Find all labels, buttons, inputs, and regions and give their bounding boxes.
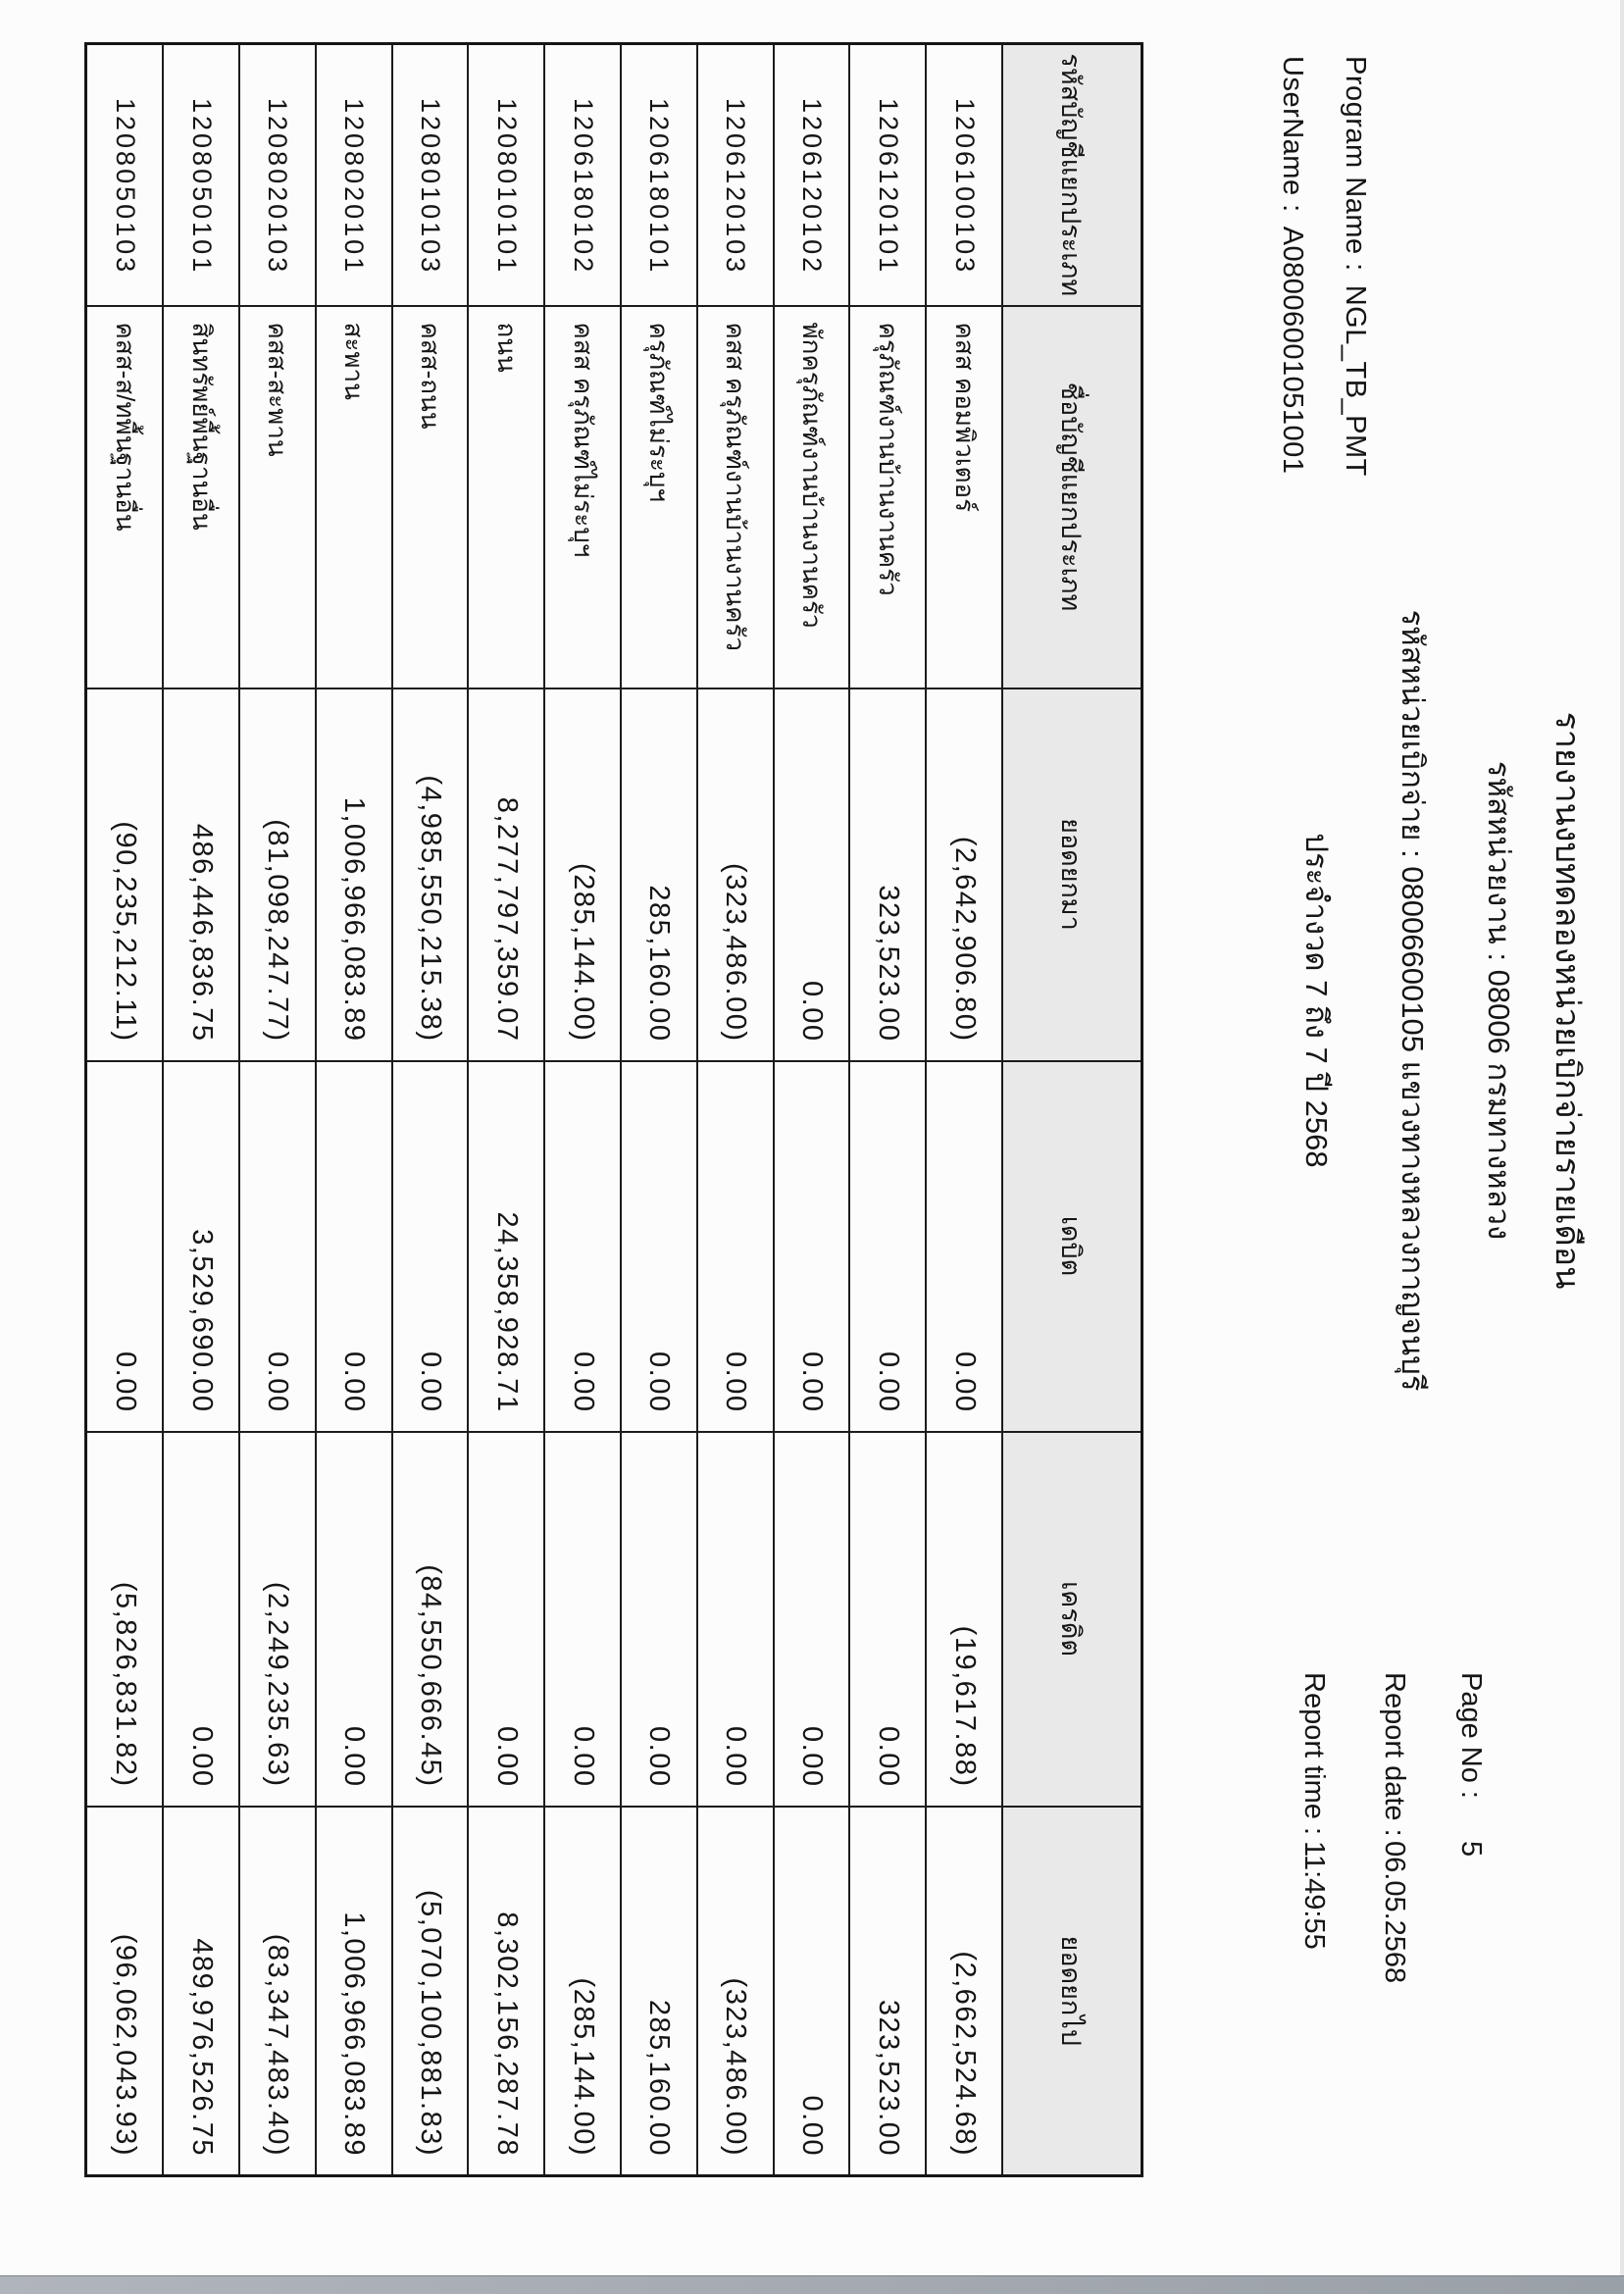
cell-name: ครุภัณฑ์งานบ้านงานครัว bbox=[849, 306, 926, 688]
report-time-label: Report time : bbox=[1298, 1672, 1330, 1835]
cell-debit: 0.00 bbox=[849, 1061, 926, 1432]
cell-closing: 1,006,966,083.89 bbox=[316, 1807, 392, 2176]
table-row bbox=[316, 44, 392, 2176]
cell-opening: (4,985,550,215.38) bbox=[392, 688, 469, 1061]
cell-closing: (323,486.00) bbox=[697, 1807, 774, 2176]
page-no-label: Page No : bbox=[1455, 1672, 1487, 1799]
cell-credit: 0.00 bbox=[316, 1432, 392, 1807]
table-body bbox=[86, 44, 1002, 2176]
col-header-closing-balance: ยอดยกไป bbox=[1002, 1807, 1142, 2176]
cell-opening: 1,006,966,083.89 bbox=[316, 688, 392, 1061]
table-row bbox=[849, 44, 926, 2176]
report-time-value: 11:49:55 bbox=[1298, 1841, 1330, 1950]
cell-opening: (285,144.00) bbox=[544, 688, 621, 1061]
cell-code: 1206120101 bbox=[849, 44, 926, 306]
cell-debit: 0.00 bbox=[86, 1061, 163, 1432]
table-header bbox=[1002, 44, 1142, 2176]
cell-debit: 3,529,690.00 bbox=[163, 1061, 239, 1432]
cell-name: สะพาน bbox=[316, 306, 392, 688]
cell-opening: (2,642,906.80) bbox=[926, 688, 1002, 1061]
cell-name: คสส-ส/ทพื้นฐานอื่น bbox=[86, 306, 163, 688]
cell-debit: 0.00 bbox=[392, 1061, 469, 1432]
cell-code: 1208020103 bbox=[239, 44, 316, 306]
cell-code: 1206180101 bbox=[621, 44, 697, 306]
cell-code: 1208050101 bbox=[163, 44, 239, 306]
table-row bbox=[86, 44, 163, 2176]
cell-code: 1206120103 bbox=[697, 44, 774, 306]
page-no-value: 5 bbox=[1455, 1841, 1487, 1858]
col-header-account-code: รหัสบัญชีแยกประเภท bbox=[1002, 44, 1142, 306]
cell-credit: 0.00 bbox=[849, 1432, 926, 1807]
cell-opening: (81,098,247.77) bbox=[239, 688, 316, 1061]
cell-credit: 0.00 bbox=[468, 1432, 544, 1807]
cell-name: พักครุภัณฑ์งานบ้านงานครัว bbox=[774, 306, 850, 688]
cell-credit: 0.00 bbox=[163, 1432, 239, 1807]
user-name-label: UserName : bbox=[1277, 56, 1308, 213]
cell-closing: 323,523.00 bbox=[849, 1807, 926, 2176]
table-row bbox=[697, 44, 774, 2176]
cell-opening: (323,486.00) bbox=[697, 688, 774, 1061]
program-name-label: Program Name : bbox=[1340, 56, 1371, 272]
cell-code: 1206180102 bbox=[544, 44, 621, 306]
cell-closing: 489,976,526.75 bbox=[163, 1807, 239, 2176]
cell-opening: 486,446,836.75 bbox=[163, 688, 239, 1061]
cell-name: คสส ครุภัณฑ์งานบ้านงานครัว bbox=[697, 306, 774, 688]
table-row bbox=[774, 44, 850, 2176]
cell-name: ถนน bbox=[468, 306, 544, 688]
page-no-line bbox=[1453, 1672, 1489, 1857]
table-header-row bbox=[1002, 44, 1142, 2176]
report-title: รายงานงบทดลองหน่วยเบิกจ่ายรายเดือน bbox=[1548, 711, 1586, 1290]
cell-code: 1206100103 bbox=[926, 44, 1002, 306]
cell-name: คสส-สะพาน bbox=[239, 306, 316, 688]
col-header-opening-balance: ยอดยกมา bbox=[1002, 688, 1142, 1061]
report-time-line bbox=[1296, 1672, 1332, 1950]
cell-closing: (2,662,524.68) bbox=[926, 1807, 1002, 2176]
cell-debit: 0.00 bbox=[316, 1061, 392, 1432]
col-header-debit: เดบิต bbox=[1002, 1061, 1142, 1432]
cell-code: 1208020101 bbox=[316, 44, 392, 306]
period-line: ประจำงวด 7 ถึง 7 ปี 2568 bbox=[1299, 833, 1334, 1168]
cell-closing: 0.00 bbox=[774, 1807, 850, 2176]
report-title-block bbox=[1271, 137, 1624, 1863]
program-name-value: NGL_TB_PMT bbox=[1340, 284, 1371, 477]
report-date-line bbox=[1377, 1672, 1412, 1983]
cell-credit: 0.00 bbox=[544, 1432, 621, 1807]
cell-closing: (83,347,483.40) bbox=[239, 1807, 316, 2176]
cell-credit: 0.00 bbox=[621, 1432, 697, 1807]
cell-credit: 0.00 bbox=[697, 1432, 774, 1807]
table-row bbox=[468, 44, 544, 2176]
cell-code: 1208050103 bbox=[86, 44, 163, 306]
user-name-value: A08006001051001 bbox=[1277, 226, 1308, 475]
col-header-account-name: ชื่อบัญชีแยกประเภท bbox=[1002, 306, 1142, 688]
cell-code: 1206120102 bbox=[774, 44, 850, 306]
cell-credit: (84,550,666.45) bbox=[392, 1432, 469, 1807]
cell-credit: (5,826,831.82) bbox=[86, 1432, 163, 1807]
cell-opening: 323,523.00 bbox=[849, 688, 926, 1061]
cell-closing: (285,144.00) bbox=[544, 1807, 621, 2176]
scanner-edge-bar bbox=[0, 2275, 1624, 2294]
cell-code: 1208010103 bbox=[392, 44, 469, 306]
disbursement-unit-line: รหัสหน่วยเบิกจ่าย : 08006600105 แขวงทางหลวงกาญจนบุรี bbox=[1396, 609, 1430, 1392]
table-row bbox=[392, 44, 469, 2176]
report-date-value: 06.05.2568 bbox=[1379, 1841, 1410, 1984]
cell-opening: 0.00 bbox=[774, 688, 850, 1061]
cell-opening: 285,160.00 bbox=[621, 688, 697, 1061]
table-row bbox=[239, 44, 316, 2176]
cell-closing: (5,070,100,881.83) bbox=[392, 1807, 469, 2176]
cell-name: คสส คอมพิวเตอร์ bbox=[926, 306, 1002, 688]
cell-name: คสส ครุภัณฑ์ไม่ระบุฯ bbox=[544, 306, 621, 688]
cell-closing: (96,062,043.93) bbox=[86, 1807, 163, 2176]
table-row bbox=[544, 44, 621, 2176]
cell-debit: 0.00 bbox=[926, 1061, 1002, 1432]
cell-name: คสส-ถนน bbox=[392, 306, 469, 688]
cell-closing: 8,302,156,287.78 bbox=[468, 1807, 544, 2176]
table-row bbox=[621, 44, 697, 2176]
cell-opening: 8,277,797,359.07 bbox=[468, 688, 544, 1061]
cell-debit: 0.00 bbox=[239, 1061, 316, 1432]
cell-credit: (19,617.88) bbox=[926, 1432, 1002, 1807]
cell-debit: 0.00 bbox=[774, 1061, 850, 1432]
cell-code: 1208010101 bbox=[468, 44, 544, 306]
cell-debit: 0.00 bbox=[621, 1061, 697, 1432]
col-header-credit: เครดิต bbox=[1002, 1432, 1142, 1807]
cell-closing: 285,160.00 bbox=[621, 1807, 697, 2176]
cell-debit: 0.00 bbox=[697, 1061, 774, 1432]
table-row bbox=[163, 44, 239, 2176]
cell-name: สินทรัพย์พื้นฐานอื่น bbox=[163, 306, 239, 688]
cell-debit: 0.00 bbox=[544, 1061, 621, 1432]
cell-credit: (2,249,235.63) bbox=[239, 1432, 316, 1807]
table-row bbox=[926, 44, 1002, 2176]
agency-code-line: รหัสหน่วยงาน : 08006 กรมทางหลวง bbox=[1482, 760, 1516, 1241]
cell-credit: 0.00 bbox=[774, 1432, 850, 1807]
trial-balance-table bbox=[84, 42, 1143, 2177]
cell-debit: 24,358,928.71 bbox=[468, 1061, 544, 1432]
report-date-label: Report date : bbox=[1379, 1672, 1410, 1837]
scan-right-edge-shadow bbox=[1620, 0, 1624, 2276]
cell-opening: (90,235,212.11) bbox=[86, 688, 163, 1061]
cell-name: ครุภัณฑ์ไม่ระบุฯ bbox=[621, 306, 697, 688]
